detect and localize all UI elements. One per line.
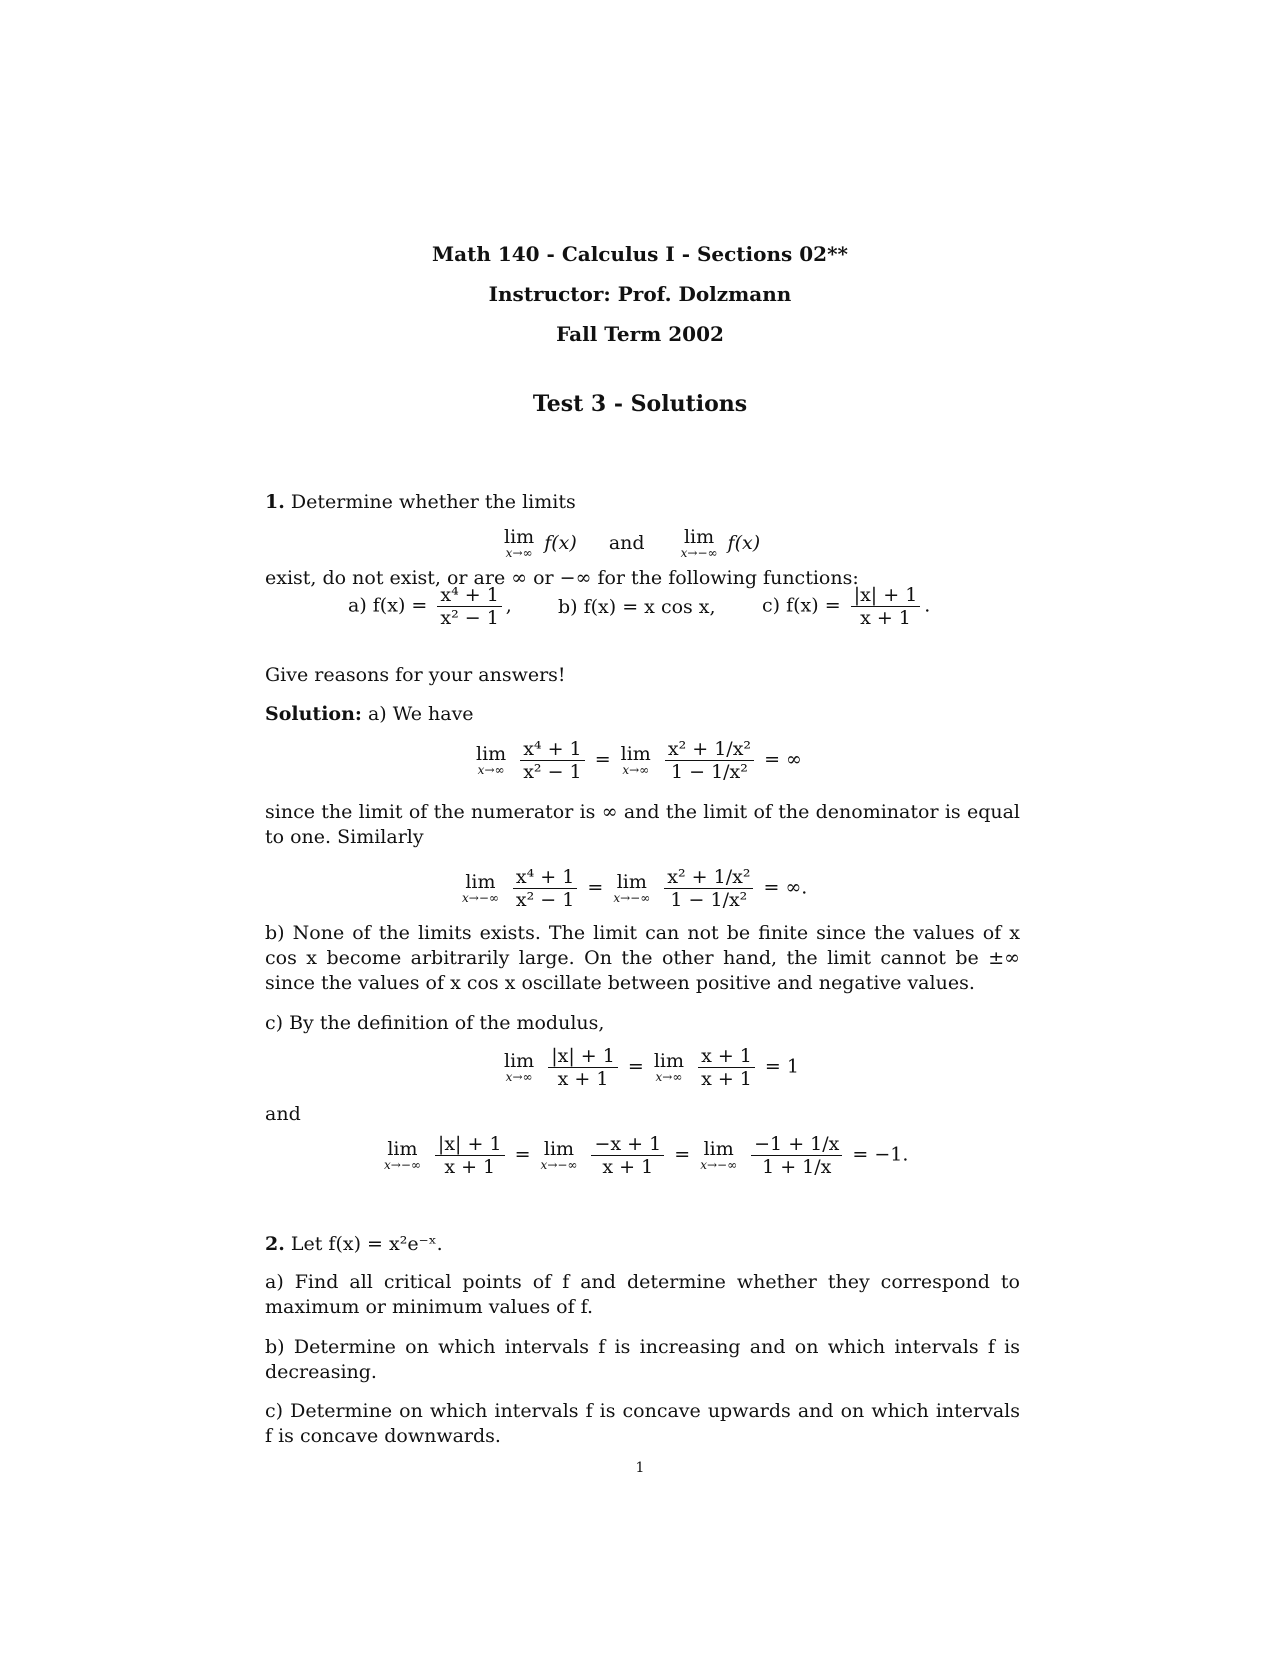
equation-modulus-pos: lim x→∞ $\frac{|x| + 1}{x + 1}$ = lim x→∞ $\frac{x + 1}{x + 1}$ = 1 xyxy=(504,1045,799,1090)
function-c: c) f(x) = $\frac{|x| + 1}{x + 1}$ . xyxy=(762,584,931,629)
page-number: 1 xyxy=(635,1460,645,1476)
problem-2c-text: c) Determine on which intervals f is concave upwards and on which intervals f is concave downwards. xyxy=(265,1400,1020,1447)
instructor-line: Instructor: Prof. Dolzmann xyxy=(488,282,792,306)
equation-limit-neg-inf: lim x→−∞ $\frac{\text{x⁴ + 1}}{\text{x² − 1}}$ = lim x→−∞ $\frac{\text{x² + 1/x²}}{\text{1 − 1/x²}}$ = ∞. xyxy=(462,866,808,911)
solution-a-text: a) We have xyxy=(367,703,474,725)
function-symbol: f(x) xyxy=(544,532,577,554)
and-word: and xyxy=(608,532,645,554)
problem-1-number: 1. xyxy=(265,491,285,513)
problem-1-exist-text: exist, do not exist, or are ∞ or −∞ for the following functions: xyxy=(265,567,859,589)
solution-c-intro: c) By the definition of the modulus, xyxy=(265,1012,605,1034)
give-reasons-text: Give reasons for your answers! xyxy=(265,664,566,686)
problem-2b-text: b) Determine on which intervals f is increasing and on which intervals f is decreasing. xyxy=(265,1336,1020,1383)
document-title: Test 3 - Solutions xyxy=(532,391,748,417)
solution-b-text: b) None of the limits exists. The limit can not be finite since the values of x cos x become arbitrarily large. On the other hand, the limit cannot be ±∞ since the values of x cos x oscillate between positive and negative values. xyxy=(265,922,1020,994)
problem-2-function: Let f(x) = x²e⁻ˣ. xyxy=(290,1233,443,1255)
problem-2a-text: a) Find all critical points of f and determine whether they correspond to maximum or minimum values of f. xyxy=(265,1271,1020,1318)
term-line: Fall Term 2002 xyxy=(556,322,724,346)
problem-2-statement xyxy=(265,1232,1020,1257)
function-symbol: f(x) xyxy=(727,532,761,554)
since-text: since the limit of the numerator is ∞ and the limit of the denominator is equal to one. Similarly xyxy=(265,801,1020,848)
limit-operator: lim x→∞ xyxy=(504,526,535,560)
solution-label: Solution: xyxy=(265,703,362,725)
function-a: a) f(x) = $\frac{\text{x⁴ + 1}}{\text{x² − 1}}$ , xyxy=(348,584,512,629)
course-title: Math 140 - Calculus I - Sections 02** xyxy=(432,242,848,266)
solution-a-intro xyxy=(265,702,1020,727)
problem-2-number: 2. xyxy=(265,1233,285,1255)
function-b: b) f(x) = x cos x, xyxy=(558,596,716,618)
problem-1-intro xyxy=(265,490,1020,515)
and-text: and xyxy=(265,1103,301,1125)
problem-1-intro-text: Determine whether the limits xyxy=(290,491,576,513)
equation-modulus-neg: lim x→−∞ $\frac{|x| + 1}{x + 1}$ = lim x→−∞ $\frac{-x + 1}{x + 1}$ = lim x→−∞ $\frac{-1 + 1/x}{1 + 1/x}$ = −1. xyxy=(384,1133,909,1178)
equation-limit-pos-inf: lim x→∞ $\frac{\text{x⁴ + 1}}{\text{x² − 1}}$ = lim x→∞ $\frac{\text{x² + 1/x²}}{\text{1 − 1/x²}}$ = ∞ xyxy=(476,738,802,783)
limit-operator: lim x→−∞ xyxy=(680,526,718,560)
limits-display xyxy=(500,528,760,560)
